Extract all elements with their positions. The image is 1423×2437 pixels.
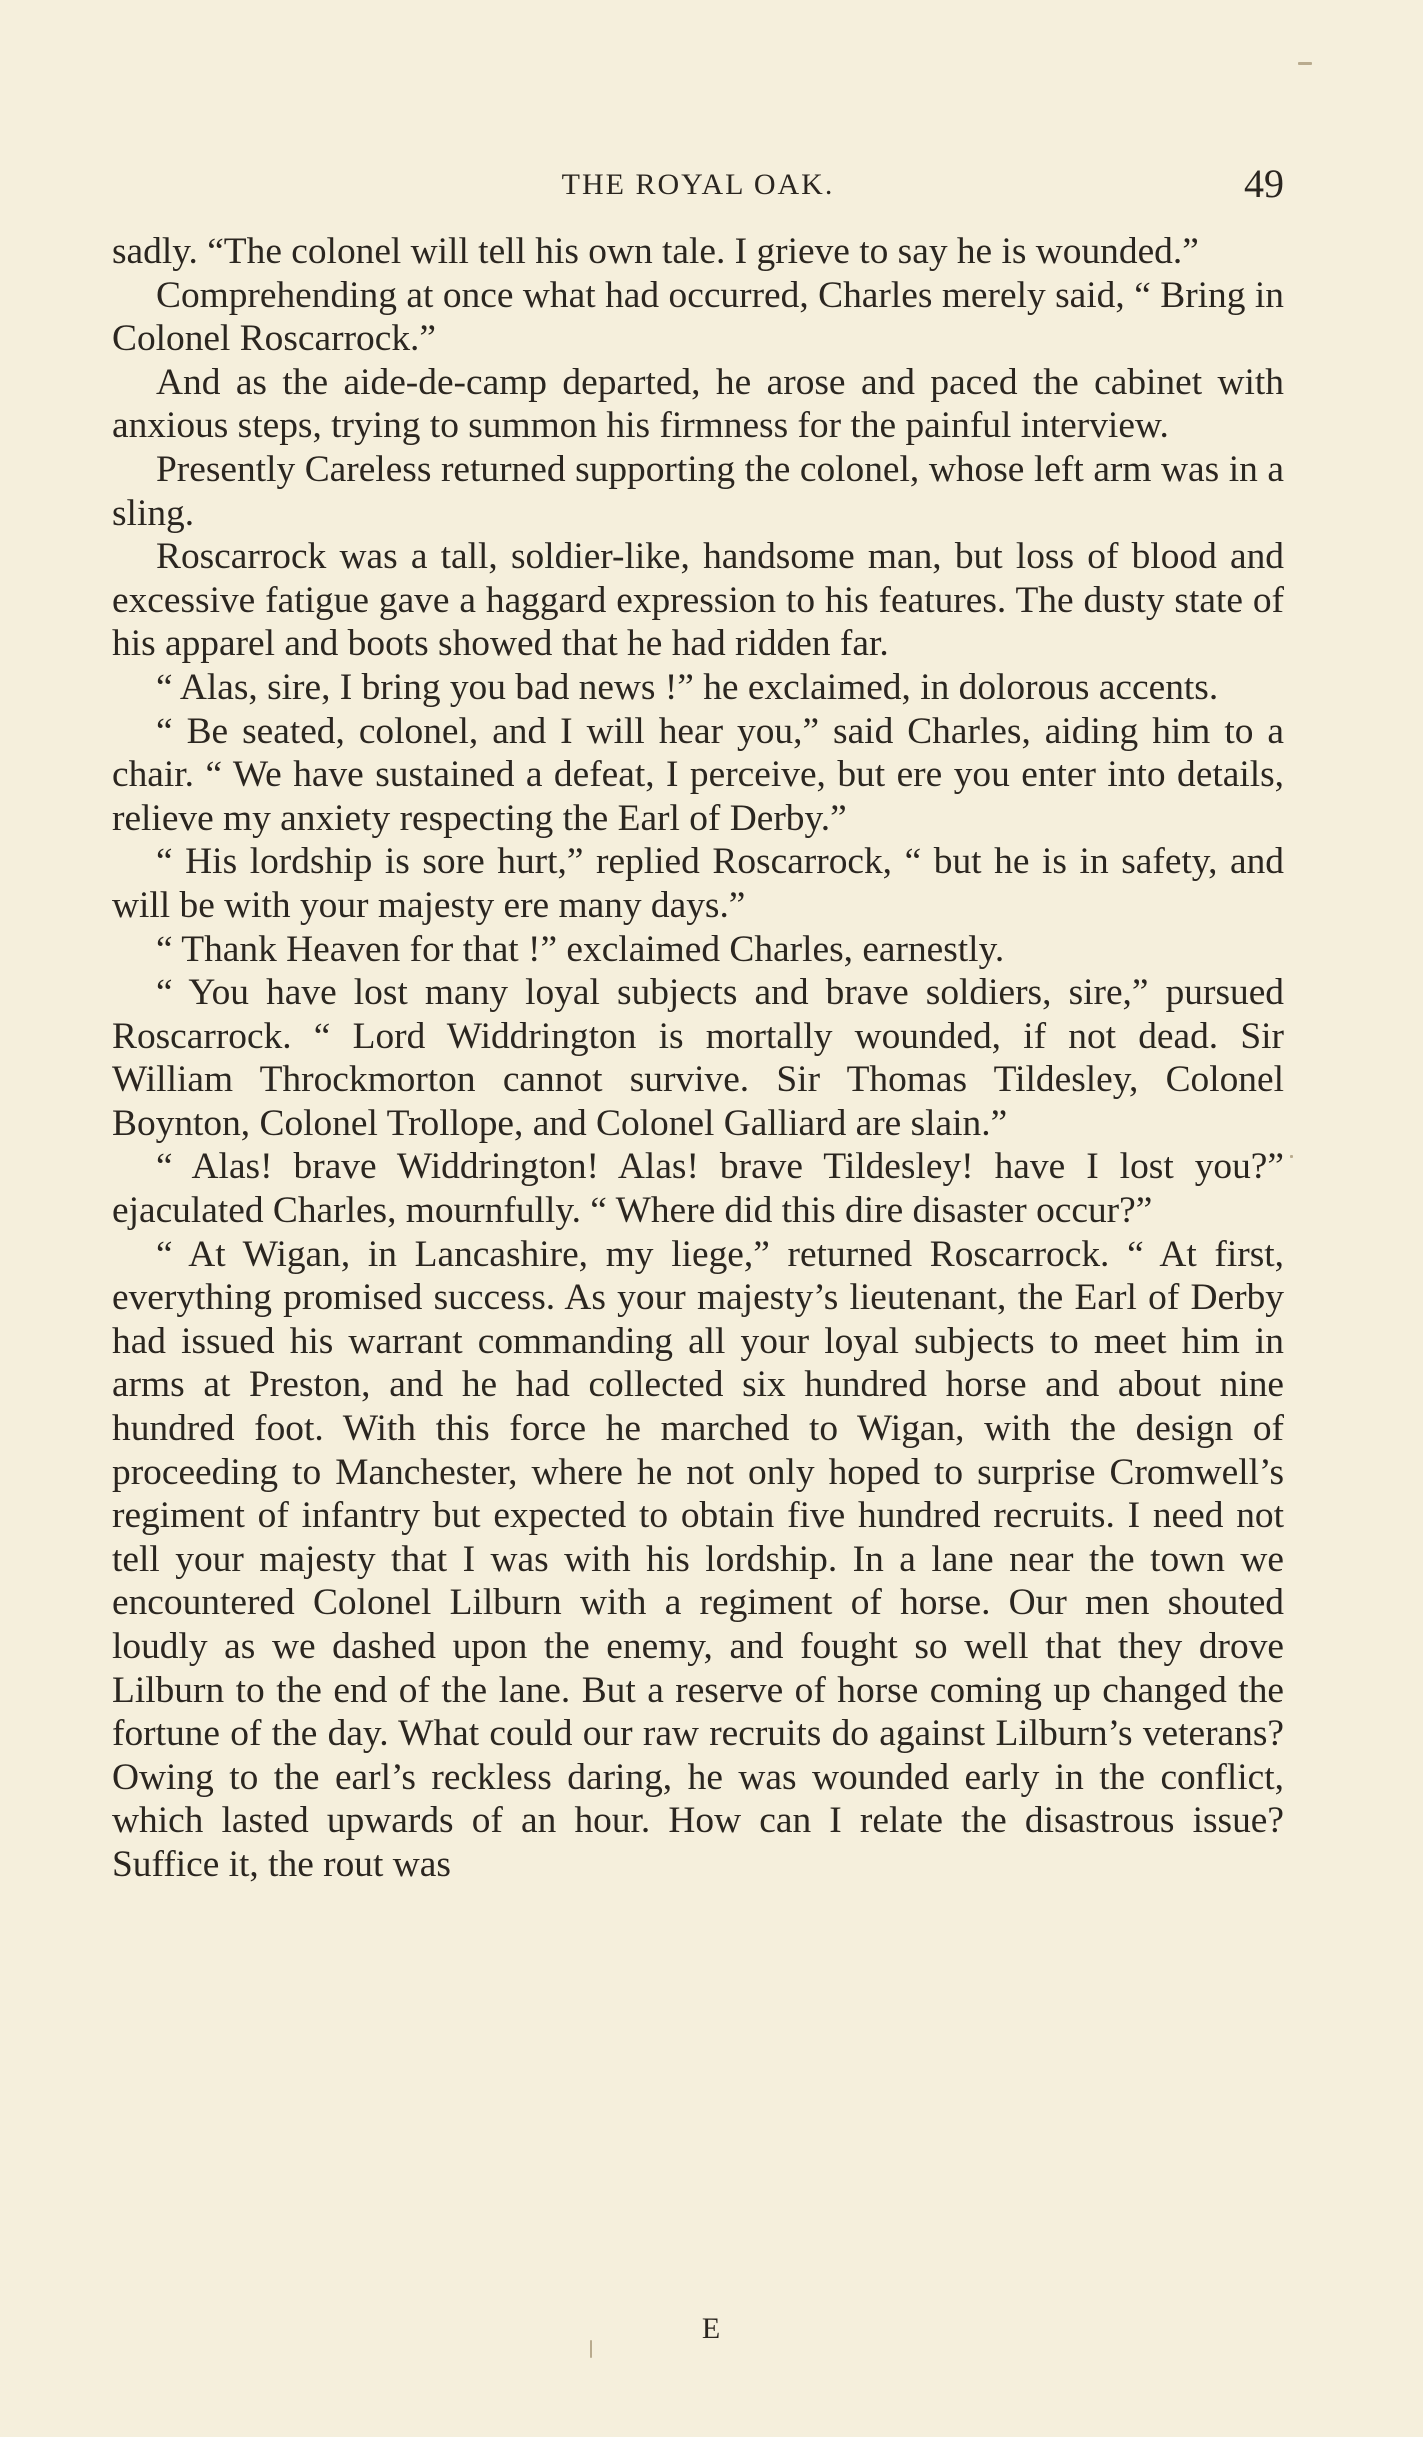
running-title: THE ROYAL OAK. xyxy=(561,168,835,201)
signature-mark: E xyxy=(701,2312,722,2345)
paragraph: “ His lordship is sore hurt,” replied Roscarrock, “ but he is in safety, and will be with your majesty ere many days.” xyxy=(112,841,1284,926)
paper-speck xyxy=(1298,62,1312,65)
paragraph: Roscarrock was a tall, soldier-like, handsome man, but loss of blood and excessive fatigue gave a haggard expression to his features. The dusty state of his apparel and boots showed that he had ridden far. xyxy=(112,536,1284,665)
paragraph: “ At Wigan, in Lancashire, my liege,” returned Roscarrock. “ At first, everything promised success. As your majesty’s lieutenant, the Earl of Derby had issued his warrant commanding all your loyal subjects to meet him in arms at Preston, and he had collected six hundred horse and about nine hundred foot. With this force he marched to Wigan, with the design of proceeding to Manchester, where he not only hoped to surprise Cromwell’s regiment of infantry but expected to obtain five hundred recruits. I need not tell your majesty that I was with his lordship. In a lane near the town we encountered Colonel Lilburn with a regiment of horse. Our men shouted loudly as we dashed upon the enemy, and fought so well that they drove Lilburn to the end of the lane. But a reserve of horse coming up changed the fortune of the day. What could our raw recruits do against Lilburn’s veterans? Owing to the earl’s reckless daring, he was wounded early in the conflict, which lasted upwards of an hour. How can I relate the disastrous issue? Suffice it, the rout was xyxy=(112,1233,1284,1885)
paragraph: “ Thank Heaven for that !” exclaimed Charles, earnestly. xyxy=(156,928,1005,970)
paragraph: sadly. “The colonel will tell his own tale. I grieve to say he is wounded.” xyxy=(112,231,1199,272)
page-number: 49 xyxy=(1244,161,1284,206)
paragraph: “ Alas, sire, I bring you bad news !” he exclaimed, in dolorous accents. xyxy=(156,666,1219,708)
paragraph: Presently Careless returned supporting the colonel, whose left arm was in a sling. xyxy=(112,448,1284,534)
paper-speck xyxy=(1290,1155,1293,1158)
paragraph: And as the aide-de-camp departed, he arose and paced the cabinet with anxious steps, trying to summon his firmness for the painful interview. xyxy=(112,361,1284,447)
running-header xyxy=(112,160,1284,210)
paragraph: “ You have lost many loyal subjects and brave soldiers, sire,” pursued Roscarrock. “ Lord Widdrington is mortally wounded, if not dead. Sir William Throckmorton cannot survive. Sir Thomas Tildesley, Colonel Boynton, Colonel Trollope, and Colonel Galliard are slain.” xyxy=(112,972,1284,1144)
paragraph: “ Alas! brave Widdrington! Alas! brave Tildesley! have I lost you?” ejaculated Charles, mournfully. “ Where did this dire disaster occur?” xyxy=(112,1146,1284,1232)
paragraph: Comprehending at once what had occurred, Charles merely said, “ Bring in Colonel Roscarrock.” xyxy=(112,274,1284,360)
text-body xyxy=(112,230,1284,1887)
paragraph: “ Be seated, colonel, and I will hear you,” said Charles, aiding him to a chair. “ We have sustained a defeat, I perceive, but ere you enter into details, relieve my anxiety respecting the Earl of Derby.” xyxy=(112,710,1284,839)
